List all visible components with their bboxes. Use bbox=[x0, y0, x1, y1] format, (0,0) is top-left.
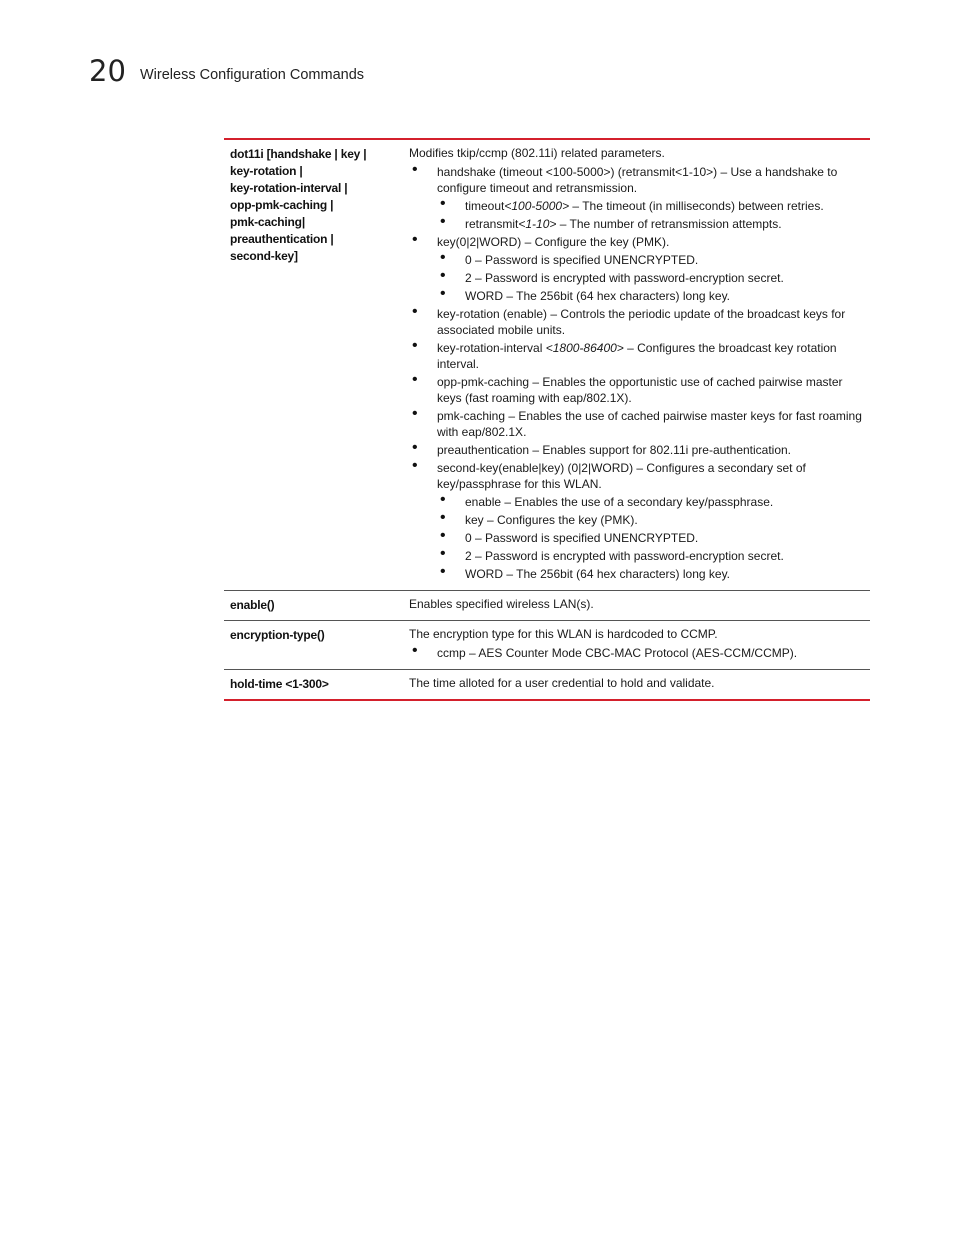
table-row-dot11i bbox=[224, 140, 870, 590]
list-item: • 2 – Password is encrypted with password-encryption secret. bbox=[437, 270, 864, 286]
list-item: • enable – Enables the use of a secondary key/passphrase. bbox=[437, 494, 864, 510]
command-description bbox=[403, 140, 870, 590]
list-item: • WORD – The 256bit (64 hex characters) long key. bbox=[437, 288, 864, 304]
table-row-encryption-type bbox=[224, 620, 870, 669]
bullet-text: – The timeout (in milliseconds) between retries. bbox=[569, 199, 824, 213]
command-description bbox=[403, 621, 870, 669]
description-text: Enables specified wireless LAN(s). bbox=[409, 597, 594, 611]
list-item: • key-rotation (enable) – Controls the periodic update of the broadcast keys for associated mobile units. bbox=[409, 306, 864, 338]
list-item bbox=[409, 340, 864, 372]
list-item: • 2 – Password is encrypted with password-encryption secret. bbox=[437, 548, 864, 564]
sub-bullet-list bbox=[437, 494, 864, 582]
command-description bbox=[403, 591, 870, 620]
description-text: Modifies tkip/ccmp (802.11i) related parameters. bbox=[409, 146, 665, 160]
chapter-number: 20 bbox=[89, 54, 126, 88]
list-item bbox=[437, 198, 864, 214]
bullet-text: key(0|2|WORD) – Configure the key (PMK). bbox=[437, 235, 670, 249]
list-item bbox=[409, 234, 864, 304]
list-item: • WORD – The 256bit (64 hex characters) long key. bbox=[437, 566, 864, 582]
bullet-text: key-rotation-interval bbox=[437, 341, 546, 355]
command-name: hold-time <1-300> bbox=[230, 677, 329, 691]
command-line: pmk-caching| bbox=[230, 215, 305, 229]
bullet-text: second-key(enable|key) (0|2|WORD) – Configures a secondary set of key/passphrase for this WLAN. bbox=[437, 461, 806, 491]
bullet-text: – The number of retransmission attempts. bbox=[556, 217, 782, 231]
command-description bbox=[403, 670, 870, 699]
list-item: • 0 – Password is specified UNENCRYPTED. bbox=[437, 252, 864, 268]
argument-text: <1800-86400> bbox=[545, 341, 624, 355]
command-line: key-rotation | bbox=[230, 164, 303, 178]
list-item bbox=[409, 460, 864, 582]
bullet-text: retransmit bbox=[465, 217, 519, 231]
bullet-text: handshake (timeout <100-5000>) (retransmit<1-10>) – Use a handshake to configure timeout and retransmission. bbox=[437, 165, 838, 195]
description-text: The encryption type for this WLAN is hardcoded to CCMP. bbox=[409, 627, 718, 641]
command-table bbox=[224, 138, 870, 701]
list-item: • preauthentication – Enables support for 802.11i pre-authentication. bbox=[409, 442, 864, 458]
table-row-hold-time bbox=[224, 669, 870, 699]
command-line: opp-pmk-caching | bbox=[230, 198, 334, 212]
chapter-title: Wireless Configuration Commands bbox=[140, 67, 365, 83]
bullet-list bbox=[409, 164, 864, 582]
list-item: • key – Configures the key (PMK). bbox=[437, 512, 864, 528]
command-line: dot11i [handshake | key | bbox=[230, 147, 367, 161]
list-item: • ccmp – AES Counter Mode CBC-MAC Protocol (AES-CCM/CCMP). bbox=[409, 645, 864, 661]
sub-bullet-list bbox=[437, 252, 864, 304]
command-line: preauthentication | bbox=[230, 232, 334, 246]
sub-bullet-list bbox=[437, 198, 864, 232]
bullet-text: timeout bbox=[465, 199, 505, 213]
table-row-enable bbox=[224, 590, 870, 620]
argument-text: <1-10> bbox=[518, 217, 557, 231]
command-name: encryption-type() bbox=[230, 628, 325, 642]
command-name: enable() bbox=[230, 598, 275, 612]
list-item bbox=[409, 164, 864, 232]
argument-text: <100-5000> bbox=[504, 199, 570, 213]
list-item: • pmk-caching – Enables the use of cached pairwise master keys for fast roaming with eap/802.1X. bbox=[409, 408, 864, 440]
description-text: The time alloted for a user credential to hold and validate. bbox=[409, 676, 715, 690]
bullet-list bbox=[409, 645, 864, 661]
list-item: • 0 – Password is specified UNENCRYPTED. bbox=[437, 530, 864, 546]
command-name bbox=[224, 140, 403, 590]
bullet-text: – Configures the broadcast key rotation interval. bbox=[437, 341, 837, 371]
list-item bbox=[437, 216, 864, 232]
command-line: key-rotation-interval | bbox=[230, 181, 348, 195]
list-item: • opp-pmk-caching – Enables the opportunistic use of cached pairwise master keys (fast roaming with eap/802.1X). bbox=[409, 374, 864, 406]
command-line: second-key] bbox=[230, 249, 298, 263]
